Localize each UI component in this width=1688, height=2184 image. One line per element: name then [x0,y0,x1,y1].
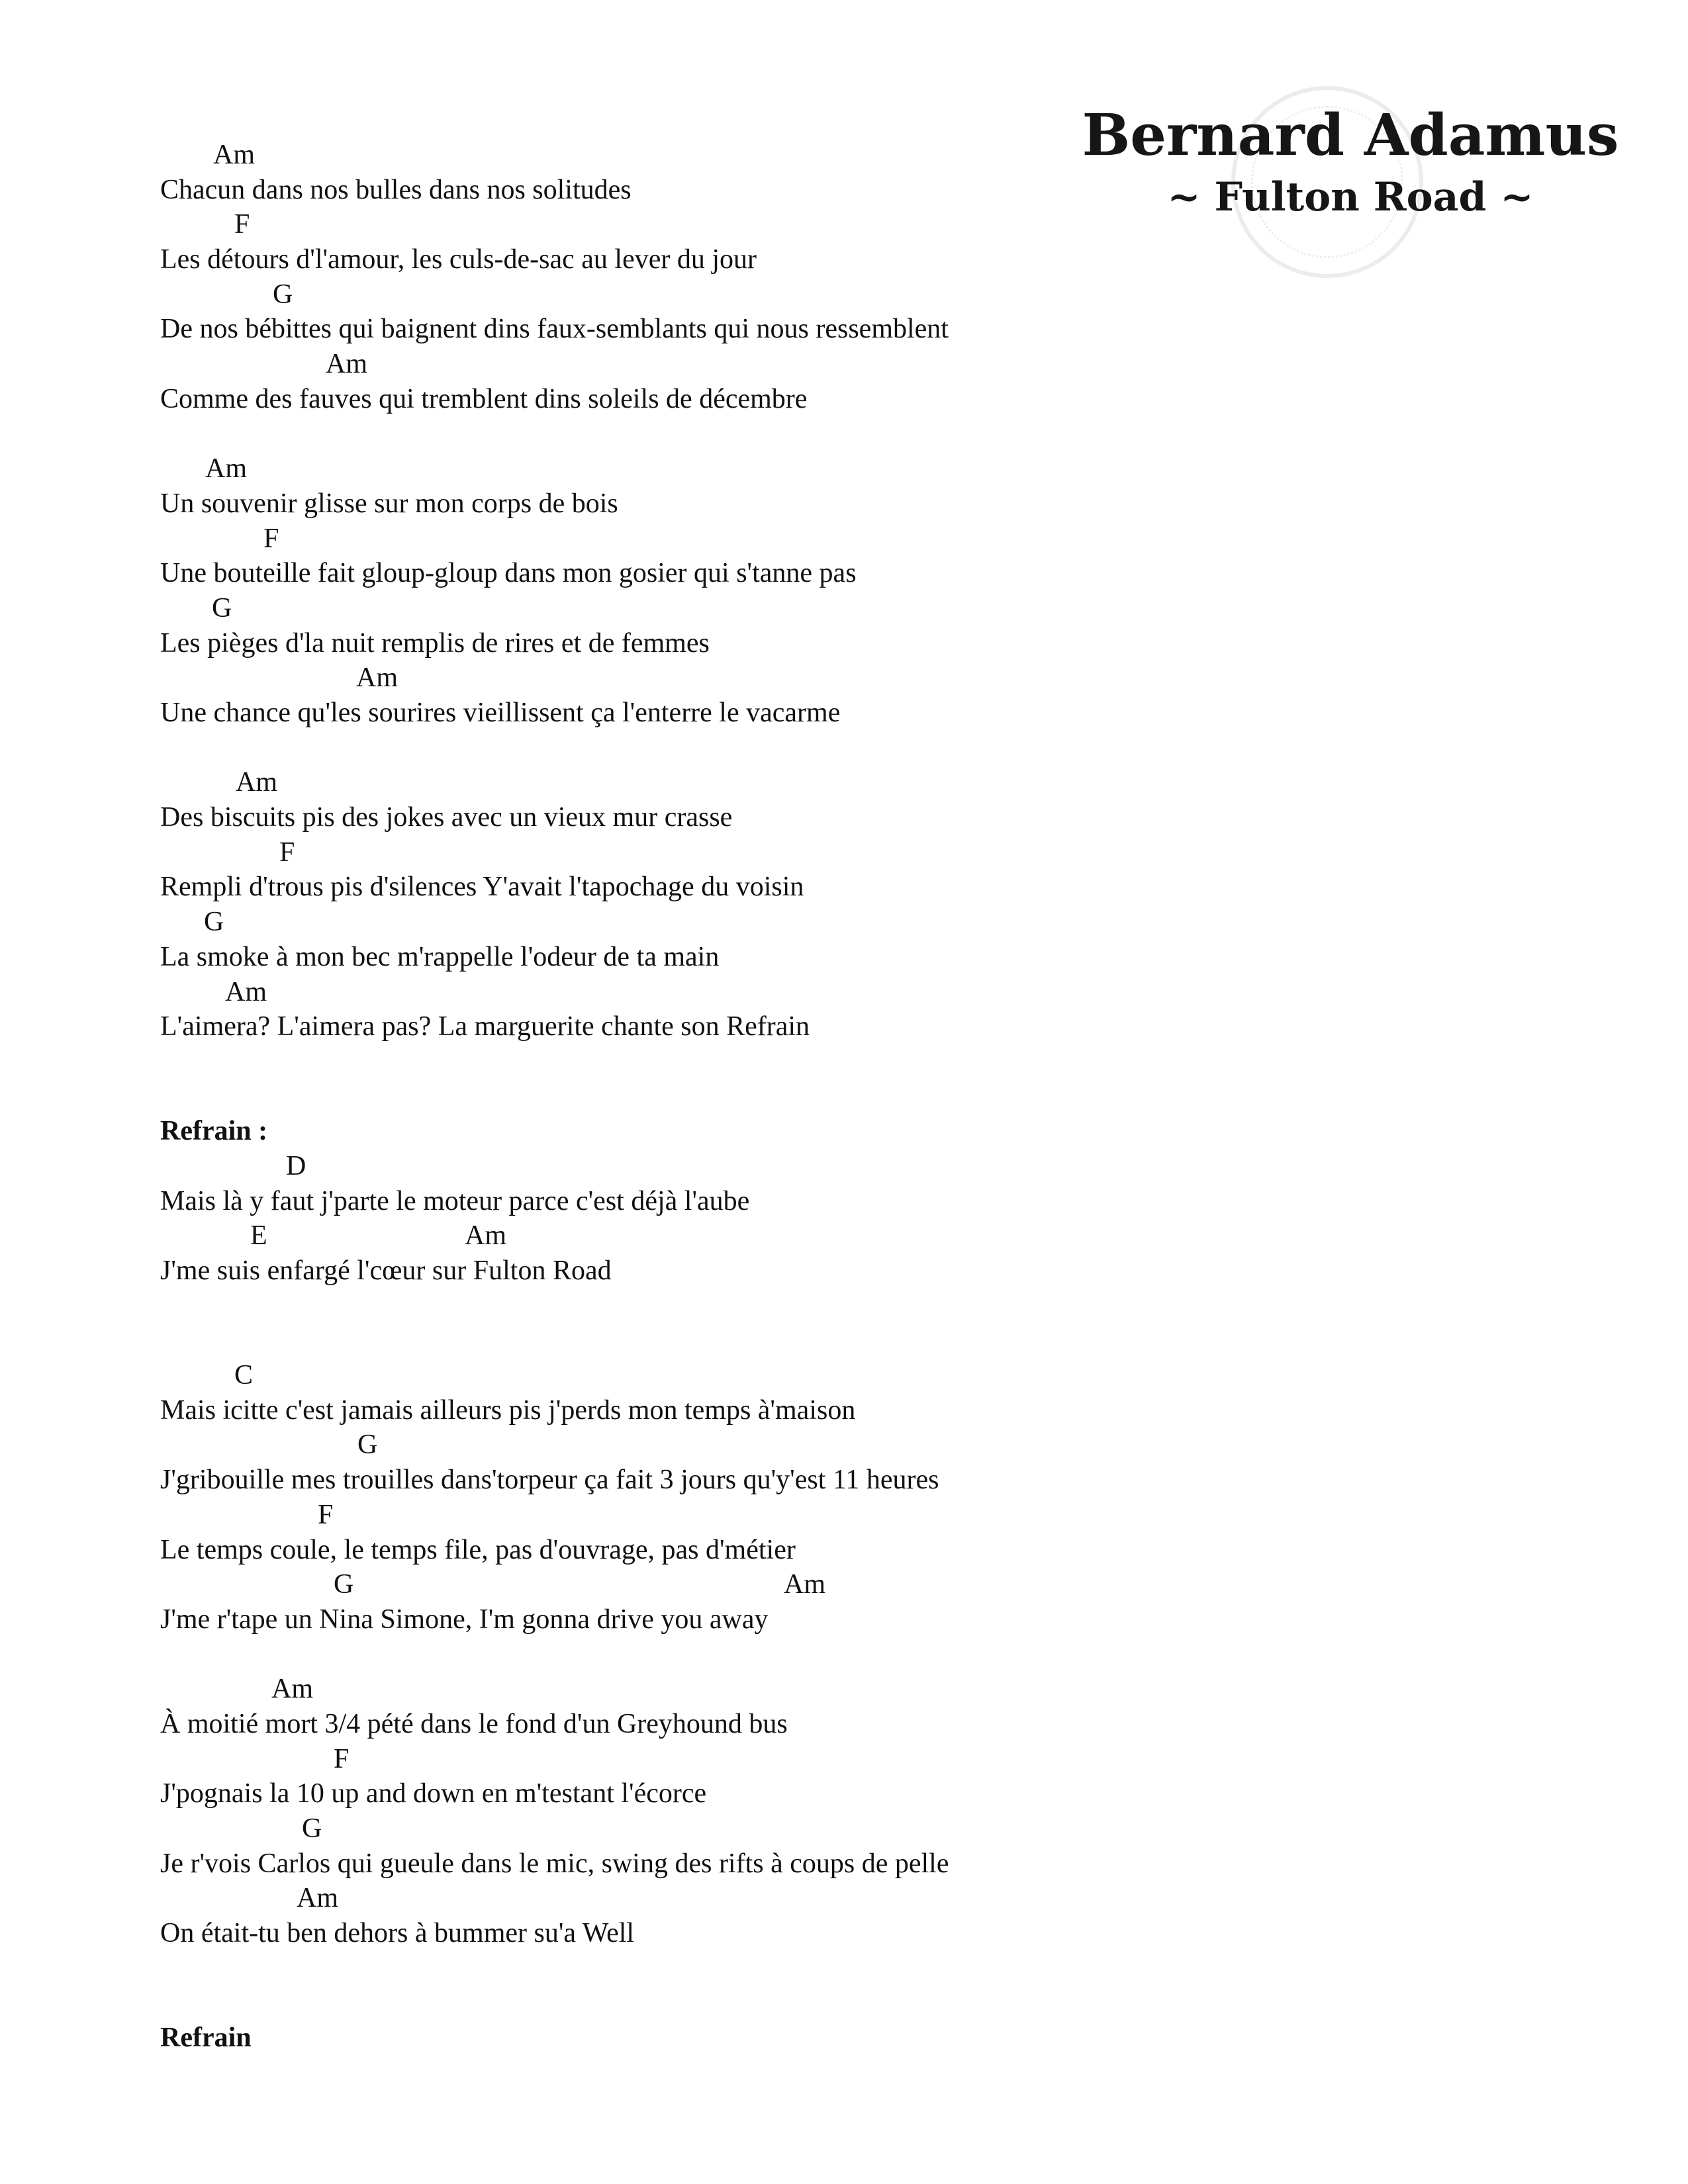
lyric-line: J'me r'tape un Nina Simone, I'm gonna drive you away [160,1604,769,1635]
chord: G [273,279,293,310]
chord-line [160,1881,1286,1916]
chord: Am [326,349,367,380]
lyric-line: De nos bébittes qui baignent dins faux-semblants qui nous ressemblent [160,314,949,345]
chord: F [318,1499,334,1530]
chord: F [263,523,279,554]
chord: G [204,907,224,938]
chord-line [160,277,1286,312]
chord: G [212,592,232,623]
chord: Am [784,1569,825,1600]
chord-line [160,138,1286,173]
chord-line [160,451,1286,486]
lyric-line: L'aimera? L'aimera pas? La marguerite chante son Refrain [160,1011,810,1042]
lyric-line: Une chance qu'les sourires vieillissent ça l'enterre le vacarme [160,698,841,728]
chord: F [234,209,250,240]
chord: Am [356,662,398,694]
lyric-line: Comme des fauves qui tremblent dins soleils de décembre [160,383,808,414]
lyric-line: Le temps coule, le temps file, pas d'ouvrage, pas d'métier [160,1534,796,1565]
song-sheet [160,138,1286,2056]
blank-line [160,1985,1286,2021]
chord-line [160,1498,1286,1533]
lyric-line: Rempli d'trous pis d'silences Y'avait l'tapochage du voisin [160,872,804,903]
chord: D [286,1150,306,1181]
chord-line [160,765,1286,800]
lyric-line: À moitié mort 3/4 pété dans le fond d'un Greyhound bus [160,1708,788,1739]
chord: Am [465,1220,506,1251]
chord-line [160,1742,1286,1777]
chord: G [334,1569,354,1600]
chord-line [160,1428,1286,1463]
chord-line [160,1358,1286,1393]
lyric-line: J'me suis enfargé l'cœur sur Fulton Road [160,1255,612,1286]
blank-line [160,417,1286,452]
lyric-line: Les détours d'l'amour, les culs-de-sac au lever du jour [160,244,757,275]
chord: F [334,1743,350,1774]
section-heading: Refrain : [160,1116,268,1147]
blank-line [160,1044,1286,1079]
lyric-line: La smoke à mon bec m'rappelle l'odeur de ta main [160,941,720,972]
chord: Am [236,767,277,798]
blank-line [160,1323,1286,1358]
chord: Am [225,976,267,1007]
chord: E [250,1220,267,1251]
chord-line [160,835,1286,870]
blank-line [160,1637,1286,1672]
chord-line [160,660,1286,696]
chord-line [160,347,1286,382]
chord-line [160,975,1286,1010]
blank-line [160,1079,1286,1115]
chord: C [234,1360,254,1391]
logo-title: Bernard Adamus [1082,102,1619,169]
chord-line [160,1567,1286,1602]
chord-line [160,1811,1286,1846]
chord-line [160,1218,1286,1253]
lyric-line: Des biscuits pis des jokes avec un vieux mur crasse [160,802,733,833]
lyric-line: Un souvenir glisse sur mon corps de bois [160,488,618,519]
lyric-line: J'pognais la 10 up and down en m'testant l'écorce [160,1778,707,1809]
chord-line [160,522,1286,557]
chord: F [279,837,295,868]
lyric-line: Je r'vois Carlos qui gueule dans le mic, swing des rifts à coups de pelle [160,1848,949,1879]
lyric-line: J'gribouille mes trouilles dans'torpeur ça fait 3 jours qu'y'est 11 heures [160,1465,939,1496]
chord: G [302,1813,322,1844]
blank-line [160,1951,1286,1986]
lyric-line: Une bouteille fait gloup-gloup dans mon gosier qui s'tanne pas [160,558,857,589]
chord-line [160,591,1286,626]
chord: Am [205,453,247,484]
lyric-line: Mais là y faut j'parte le moteur parce c'est déjà l'aube [160,1185,750,1216]
lyric-line: Les pièges d'la nuit remplis de rires et de femmes [160,627,710,659]
chord-line [160,1672,1286,1707]
blank-line [160,1289,1286,1324]
lyric-line: Mais icitte c'est jamais ailleurs pis j'perds mon temps à'maison [160,1394,856,1426]
section-heading: Refrain [160,2023,252,2054]
chord-line [160,207,1286,242]
logo-subtitle: ~ Fulton Road ~ [1167,174,1534,220]
chord: Am [213,140,255,170]
chord-line [160,1149,1286,1184]
chord: Am [297,1883,338,1914]
chord: G [357,1430,378,1461]
lyric-line: On était-tu ben dehors à bummer su'a Well [160,1918,635,1949]
lyric-line: Chacun dans nos bulles dans nos solitudes [160,174,632,205]
chord: Am [271,1674,313,1705]
blank-line [160,731,1286,766]
chord-line [160,905,1286,940]
